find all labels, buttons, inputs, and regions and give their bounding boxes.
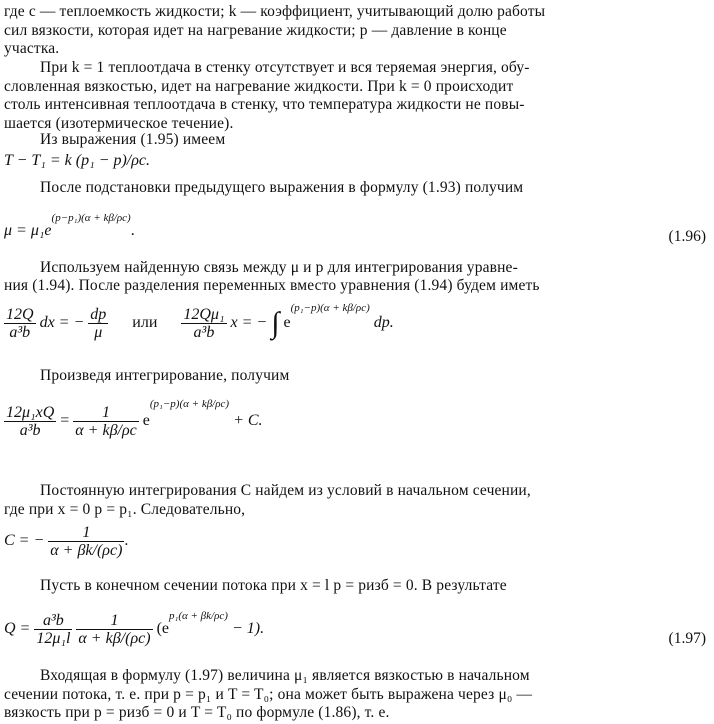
text-line: шается (изотермическое течение). <box>4 115 234 132</box>
text-line: сечении потока, т. е. при p = p₁ и T = T₀; она может быть выражена через μ₀ — <box>4 686 533 703</box>
equation-separated: $\frac{12Q}{\text{a³b}}$ dx = − $\frac{dp}{\mu}$ или $\frac{\text{12Qμ₁}}{\text{a³b}}$ x = − ∫ $e^{(p_1-p)(\alpha + k\beta/\rho c)}$ dp. <box>6 302 394 341</box>
text-line: столь интенсивная теплоотдача в стенку, что температура жидкости не повы- <box>4 96 525 113</box>
text-line: Пусть в конечном сечении потока при x = l p = pизб = 0. В результате <box>40 577 507 594</box>
equation-number: (1.97) <box>668 630 706 647</box>
equation-1-97: Q = $\frac{\text{a³b}}{\text{12μ₁l}}$ $\frac{1}{\alpha + k\beta/(\rho c)}$ $(e^{p_1(\alpha + \beta k/\rho c)} - 1)$. <box>4 610 265 647</box>
fraction: $\frac{\text{12Qμ₁}}{\text{a³b}}$ <box>183 306 225 341</box>
equation-C: C = − $\frac{1}{\alpha + \beta k/(\rho c)}$ . <box>4 524 129 559</box>
text-line: где при x = 0 p = p₁. Следовательно, <box>4 501 246 518</box>
text-line: Постоянную интегрирования C найдем из условий в начальном сечении, <box>40 482 531 499</box>
fraction: $\frac{\text{12μ₁xQ}}{\text{a³b}}$ <box>6 404 55 439</box>
fraction: $\frac{12Q}{\text{a³b}}$ <box>6 306 34 341</box>
equation-1-96: $\mu = \mu_1e^{(p-p_1)(\alpha + k\beta/\rho c)}$. <box>4 212 135 239</box>
text-line: вязкость при p = pизб = 0 и T = T₀ по формуле (1.86), т. е. <box>4 704 390 721</box>
equation-number: (1.96) <box>668 228 706 245</box>
text-line: словленная вязкостью, идет на нагревание жидкости. При k = 0 происходит <box>4 78 514 95</box>
text-line: где c — теплоемкость жидкости; k — коэффициент, учитывающий долю работы <box>4 3 546 20</box>
text-line: участка. <box>4 40 60 57</box>
text-line: После подстановки предыдущего выражения в формулу (1.93) получим <box>40 179 524 196</box>
eq96-lhs: μ = μ₁e <box>4 222 52 239</box>
text-line: Из выражения (1.95) имеем <box>40 131 226 148</box>
fraction: $\frac{1}{\alpha + \beta k/(\rho c)}$ <box>50 524 123 559</box>
text-line: ния (1.94). После разделения переменных вместо уравнения (1.94) будем иметь <box>4 277 540 294</box>
eq96-exponent: (p−p₁)(α + kβ/ρc) <box>51 212 131 224</box>
fraction: $\frac{1}{\alpha + k\beta/\rho c}$ <box>75 404 137 439</box>
equation-integrated: $\frac{\text{12μ₁xQ}}{\text{a³b}}$ = $\frac{1}{\alpha + k\beta/\rho c}$ $e^{(p_1-p)(\alpha + k\beta/\rho c)} + C$. <box>6 398 263 439</box>
fraction: $\frac{dp}{\mu}$ <box>90 306 107 341</box>
text-line: Входящая в формулу (1.97) величина μ₁ является вязкостью в начальном <box>40 667 530 684</box>
fraction: $\frac{\text{a³b}}{\text{12μ₁l}}$ <box>36 612 71 647</box>
text-line: Произведя интегрирование, получим <box>40 367 290 384</box>
equation-T: T − T₁ = k (p₁ − p)/ρc. <box>4 152 151 169</box>
text-line: сил вязкости, которая идет на нагревание жидкости; p — давление в конце <box>4 22 507 39</box>
text-line: При k = 1 теплоотдача в стенку отсутствует и вся теряемая энергия, обу- <box>40 59 530 76</box>
text-line: Используем найденную связь между μ и p для интегрирования уравне- <box>40 259 518 276</box>
fraction: $\frac{1}{\alpha + k\beta/(\rho c)}$ <box>78 612 151 647</box>
